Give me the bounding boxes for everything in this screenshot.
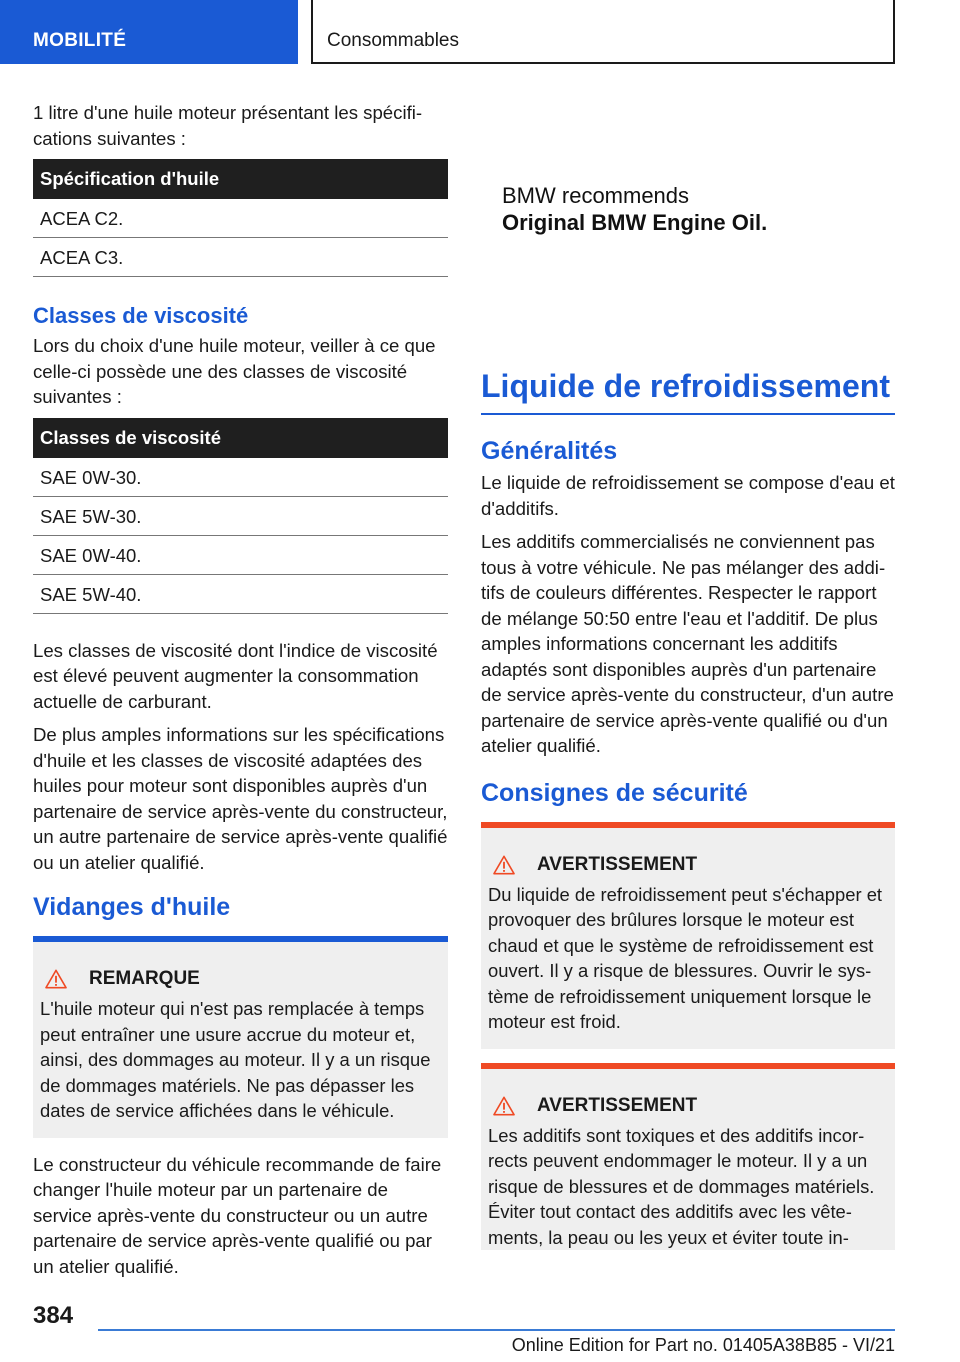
right-column (481, 368, 895, 1250)
oil-intro: 1 litre d'une huile moteur présentant les spécifications suivantes : (33, 102, 423, 149)
warning-triangle-icon (45, 969, 67, 989)
section-tab: MOBILITÉ (0, 0, 298, 64)
notice-box (33, 936, 448, 1138)
bmw-recommends-text: BMW recommends (502, 183, 690, 208)
general-paragraph-1: Le liquide de refroidissement se compose d'eau et d'additifs. (481, 472, 895, 519)
viscosity-paragraph-1: Les classes de viscosité dont l'indice de viscosité est élevé peuvent augmenter la consommation actuelle de carburant. (33, 639, 438, 712)
table-row: SAE 5W-40. (33, 575, 448, 614)
warning-text: Du liquide de refroidissement peut s'échapper et provoquer des brûlures lorsque le moteur est chaud et que le système de refroidissement est ouvert. Il y a risque de blessures. Ouvrir le système de refroidissement uniquement lorsque le moteur est froid. (488, 883, 883, 1032)
left-column (33, 100, 448, 1287)
warning-title: AVERTISSEMENT (537, 853, 698, 875)
oil-change-paragraph: Le constructeur du véhicule recommande de faire changer l'huile moteur par un partenaire de service après-vente du constructeur ou un autre partenaire de service après-vente qualifié ou par un atelier qualifié. (33, 1153, 442, 1277)
warning-text: Les additifs sont toxiques et des additifs incorrects peuvent endommager le moteur. Il y a un risque de blessures et de dommages matériels. Éviter tout contact des additifs avec les vêtements, la peau ou les yeux et éviter toute in- (488, 1124, 875, 1248)
general-paragraph-2: Les additifs commercialisés ne conviennent pas tous à votre véhicule. Ne pas mélanger des additifs de couleurs différentes. Respecter le rapport de mélange 50:50 entre l'eau et l'additif. De plus amples informations concernant les additifs adaptés sont disponibles auprès d'un partenaire de service après-vente du constructeur, d'un autre partenaire de service après-vente qualifié ou d'un atelier qualifié. (481, 531, 894, 756)
warning-box (481, 822, 895, 1049)
chapter-title: Consommables (311, 0, 895, 64)
viscosity-heading: Classes de viscosité (33, 303, 249, 328)
table-row: SAE 0W-30. (33, 458, 448, 497)
viscosity-intro: Lors du choix d'une huile moteur, veiller à ce que celle-ci possède une des classes de viscosité suivantes : (33, 335, 436, 407)
notice-text: L'huile moteur qui n'est pas remplacée à temps peut entraîner une usure accrue du moteur et, ainsi, des dommages au moteur. Il y a un risque de dommages matériels. Ne pas dépasser les dates de service affichées dans le véhicule. (40, 998, 431, 1121)
warning-box (481, 1063, 895, 1251)
viscosity-paragraph-2: De plus amples informations sur les spécifications d'huile et les classes de viscosité adaptées des huiles pour moteur sont disponibles auprès d'un partenaire de service après-vente du constructeur, un autre partenaire de service après-vente qualifié ou un atelier qualifié. (33, 724, 448, 873)
warning-title: AVERTISSEMENT (537, 1094, 698, 1116)
table-row: SAE 0W-40. (33, 536, 448, 575)
table-header: Classes de viscosité (33, 418, 448, 458)
warning-triangle-icon (493, 1096, 515, 1116)
bmw-oil-logo (502, 182, 862, 236)
safety-heading: Consignes de sécurité (481, 778, 748, 807)
table-header: Spécification d'huile (33, 159, 448, 199)
table-row: SAE 5W-30. (33, 497, 448, 536)
notice-title: REMARQUE (89, 968, 200, 989)
edition-info: Online Edition for Part no. 01405A38B85 - VI/21 (511, 1335, 895, 1355)
viscosity-table (33, 418, 448, 614)
table-row: ACEA C3. (33, 238, 448, 277)
warning-triangle-icon (493, 855, 515, 875)
oil-change-heading: Vidanges d'huile (33, 893, 231, 921)
page-number: 384 (33, 1302, 74, 1329)
table-row: ACEA C2. (33, 199, 448, 238)
coolant-heading: Liquide de refroidissement (481, 368, 895, 415)
bmw-engine-oil-text: Original BMW Engine Oil. (502, 210, 768, 235)
oil-spec-table (33, 159, 448, 277)
footer-divider (98, 1329, 895, 1331)
general-heading: Généralités (481, 437, 618, 465)
